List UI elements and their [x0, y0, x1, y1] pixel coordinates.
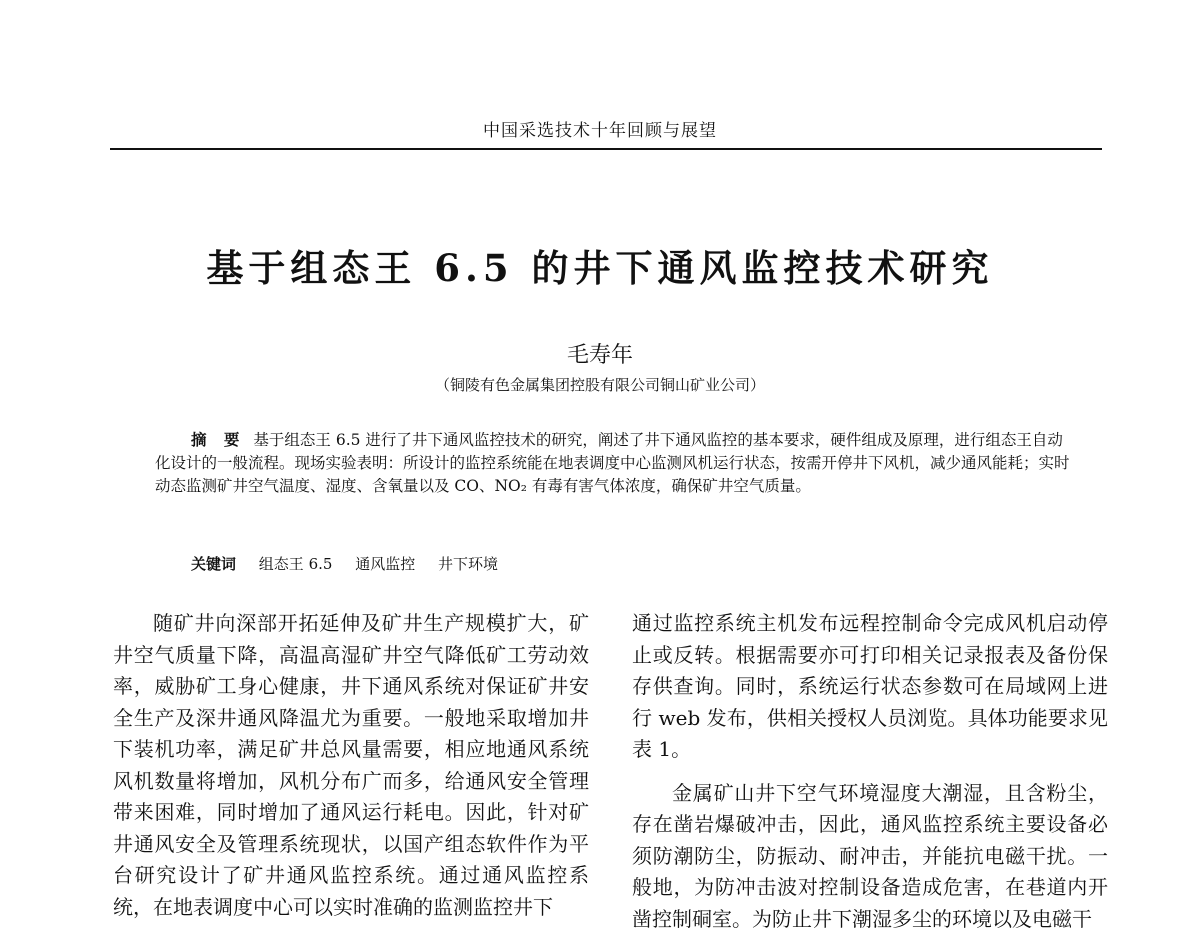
author-affiliation: （铜陵有色金属集团控股有限公司铜山矿业公司）	[434, 376, 765, 394]
abstract-text: 基于组态王 6.5 进行了井下通风监控技术的研究，阐述了井下通风监控的基本要求，硬件组成及原理，进行组态王自动化设计的一般流程。现场实验表明：所设计的监控系统能在地表调度中心监测风机运行状态，按需开停井下风机，减少通风能耗；实时动态监测矿井空气温度、湿度、含氧量以及 CO、NO₂ 有毒有害气体浓度，确保矿井空气质量。	[155, 431, 1070, 495]
author-name: 毛寿年	[566, 343, 633, 368]
running-head: 中国采选技术十年回顾与展望	[483, 121, 717, 141]
body-paragraph: 金属矿山井下空气环境湿度大潮湿，且含粉尘，存在凿岩爆破冲击，因此，通风监控系统主要设备必须防潮防尘，防振动、耐冲击，并能抗电磁干扰。一般地，为防冲击波对控制设备造成危害，在巷道内开凿控制硐室。为防止井下潮湿多尘的环境以及电磁干	[632, 780, 1108, 931]
keyword-item: 通风监控	[355, 555, 416, 573]
abstract-label: 摘 要	[191, 430, 246, 449]
keyword-item: 井下环境	[438, 555, 499, 573]
header-rule	[110, 148, 1102, 150]
keywords	[191, 553, 516, 574]
abstract	[155, 428, 1070, 498]
body-paragraph: 通过监控系统主机发布远程控制命令完成风机启动停止或反转。根据需要亦可打印相关记录报表及备份保存供查询。同时，系统运行状态参数可在局域网上进行 web 发布，供相关授权人员浏览。具体功能要求见表 1。	[632, 611, 1108, 761]
keywords-label: 关键词	[191, 555, 237, 573]
article-title: 基于组态王 6.5 的井下通风监控技术研究	[206, 246, 994, 290]
body-column-right	[632, 608, 1108, 935]
body-column-left	[113, 608, 589, 941]
body-paragraph: 随矿井向深部开拓延伸及矿井生产规模扩大，矿井空气质量下降，高温高湿矿井空气降低矿工劳动效率，威胁矿工身心健康，井下通风系统对保证矿井安全生产及深井通风降温尤为重要。一般地采取增加井下装机功率，满足矿井总风量需要，相应地通风系统风机数量将增加，风机分布广而多，给通风安全管理带来困难，同时增加了通风运行耗电。因此，针对矿井通风安全及管理系统现状，以国产组态软件作为平台研究设计了矿井通风监控系统。通过通风监控系统，在地表调度中心可以实时准确的监测监控井下	[113, 611, 589, 919]
keyword-item: 组态王 6.5	[258, 555, 333, 573]
